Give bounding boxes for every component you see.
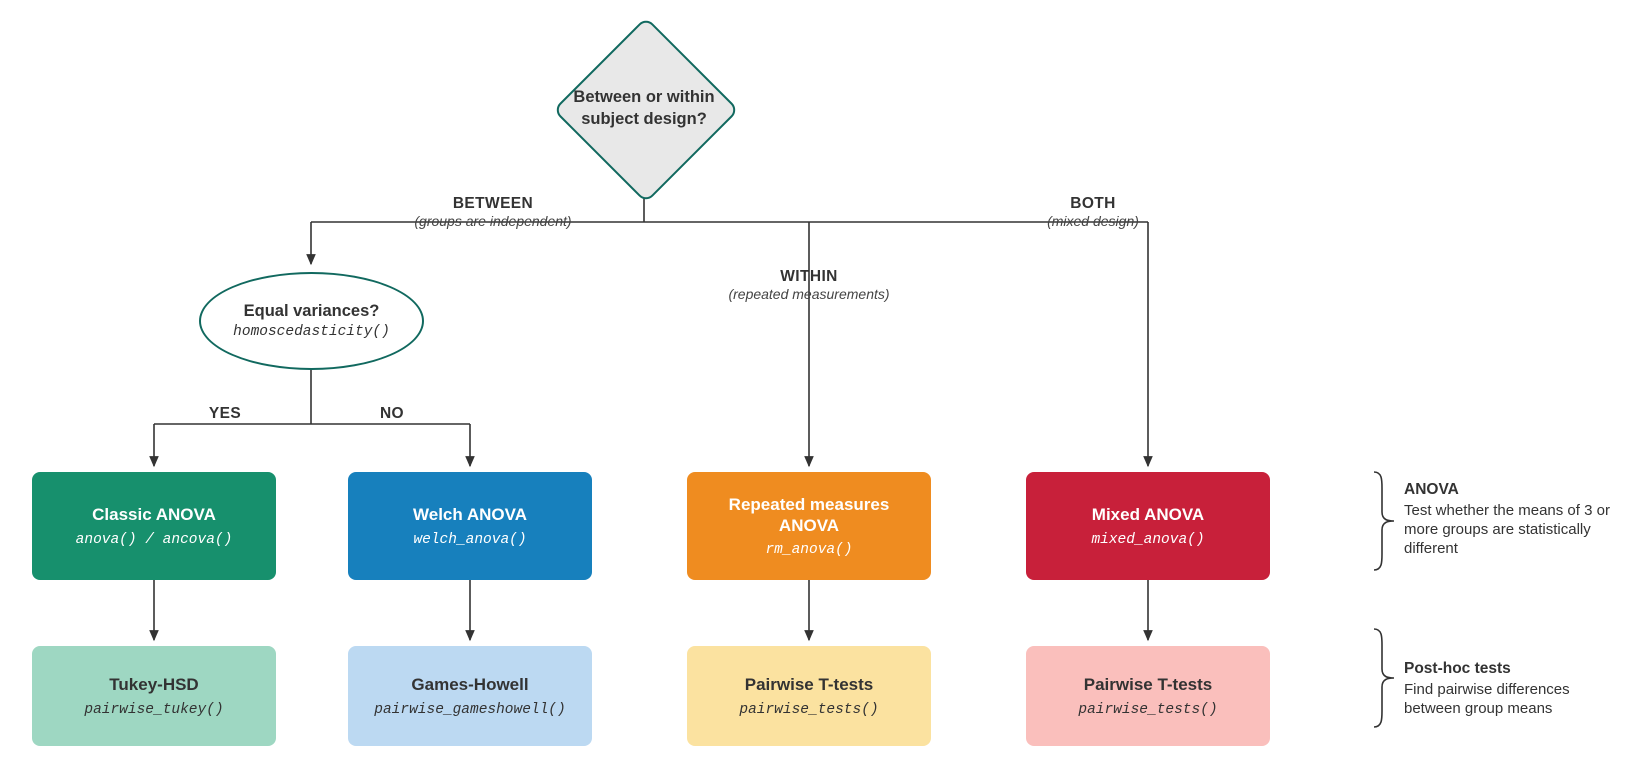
games-howell-code: pairwise_gameshowell() [374,701,566,718]
edge-label-within-name: WITHIN [780,268,838,285]
classic-anova-code: anova() / ancova() [75,531,233,548]
annotation-posthoc-desc: Find pairwise differences between group means [1404,681,1570,718]
diamond-label-line1: Between or within [573,87,715,106]
annotation-anova [1404,481,1619,559]
edge-label-both-sub: (mixed design) [1047,213,1139,229]
pairwise-ttests-within-title: Pairwise T-tests [744,675,874,695]
tukey-hsd-code: pairwise_tukey() [84,701,224,718]
pairwise-ttests-mixed-title: Pairwise T-tests [1083,675,1213,695]
pairwise-ttests-mixed-code: pairwise_tests() [1078,701,1218,718]
node-games-howell [348,646,592,746]
edge-label-within-sub: (repeated measurements) [728,286,890,302]
node-mixed-anova [1026,472,1270,580]
welch-anova-code: welch_anova() [413,531,527,548]
edge-label-both [978,195,1208,229]
classic-anova-title: Classic ANOVA [92,505,216,525]
tukey-hsd-title: Tukey-HSD [109,675,199,695]
equal-variances-title: Equal variances? [243,302,380,320]
edge-label-no [342,405,442,423]
edge-label-between-name: BETWEEN [452,195,534,212]
edge-label-yes [170,405,280,423]
edge-label-between [343,195,643,229]
repeated-measures-anova-code: rm_anova() [765,542,853,559]
node-pairwise-ttests-within [687,646,931,746]
node-classic-anova [32,472,276,580]
node-welch-anova [348,472,592,580]
edge-label-within [659,268,959,302]
mixed-anova-code: mixed_anova() [1091,531,1205,548]
edge-label-no-name: NO [379,405,405,422]
edge-label-between-sub: (groups are independent) [414,213,572,229]
node-equal-variances-decision [199,272,424,370]
node-tukey-hsd [32,646,276,746]
annotation-posthoc [1404,660,1619,718]
repeated-measures-anova-title: Repeated measures ANOVA [728,494,890,535]
annotation-posthoc-title: Post-hoc tests [1404,660,1511,677]
annotation-anova-desc: Test whether the means of 3 or more groups are statistically different [1404,502,1610,558]
annotation-anova-title: ANOVA [1404,481,1459,498]
games-howell-title: Games-Howell [411,675,529,695]
node-design-decision [519,18,769,198]
diamond-label [519,18,769,198]
edge-label-both-name: BOTH [1070,195,1116,212]
mixed-anova-title: Mixed ANOVA [1091,505,1205,525]
welch-anova-title: Welch ANOVA [413,505,527,525]
pairwise-ttests-within-code: pairwise_tests() [739,701,879,718]
equal-variances-code: homoscedasticity() [233,324,390,340]
edge-label-yes-name: YES [208,405,242,422]
node-repeated-measures-anova [687,472,931,580]
diamond-label-line2: subject design? [581,110,707,128]
node-pairwise-ttests-mixed [1026,646,1270,746]
